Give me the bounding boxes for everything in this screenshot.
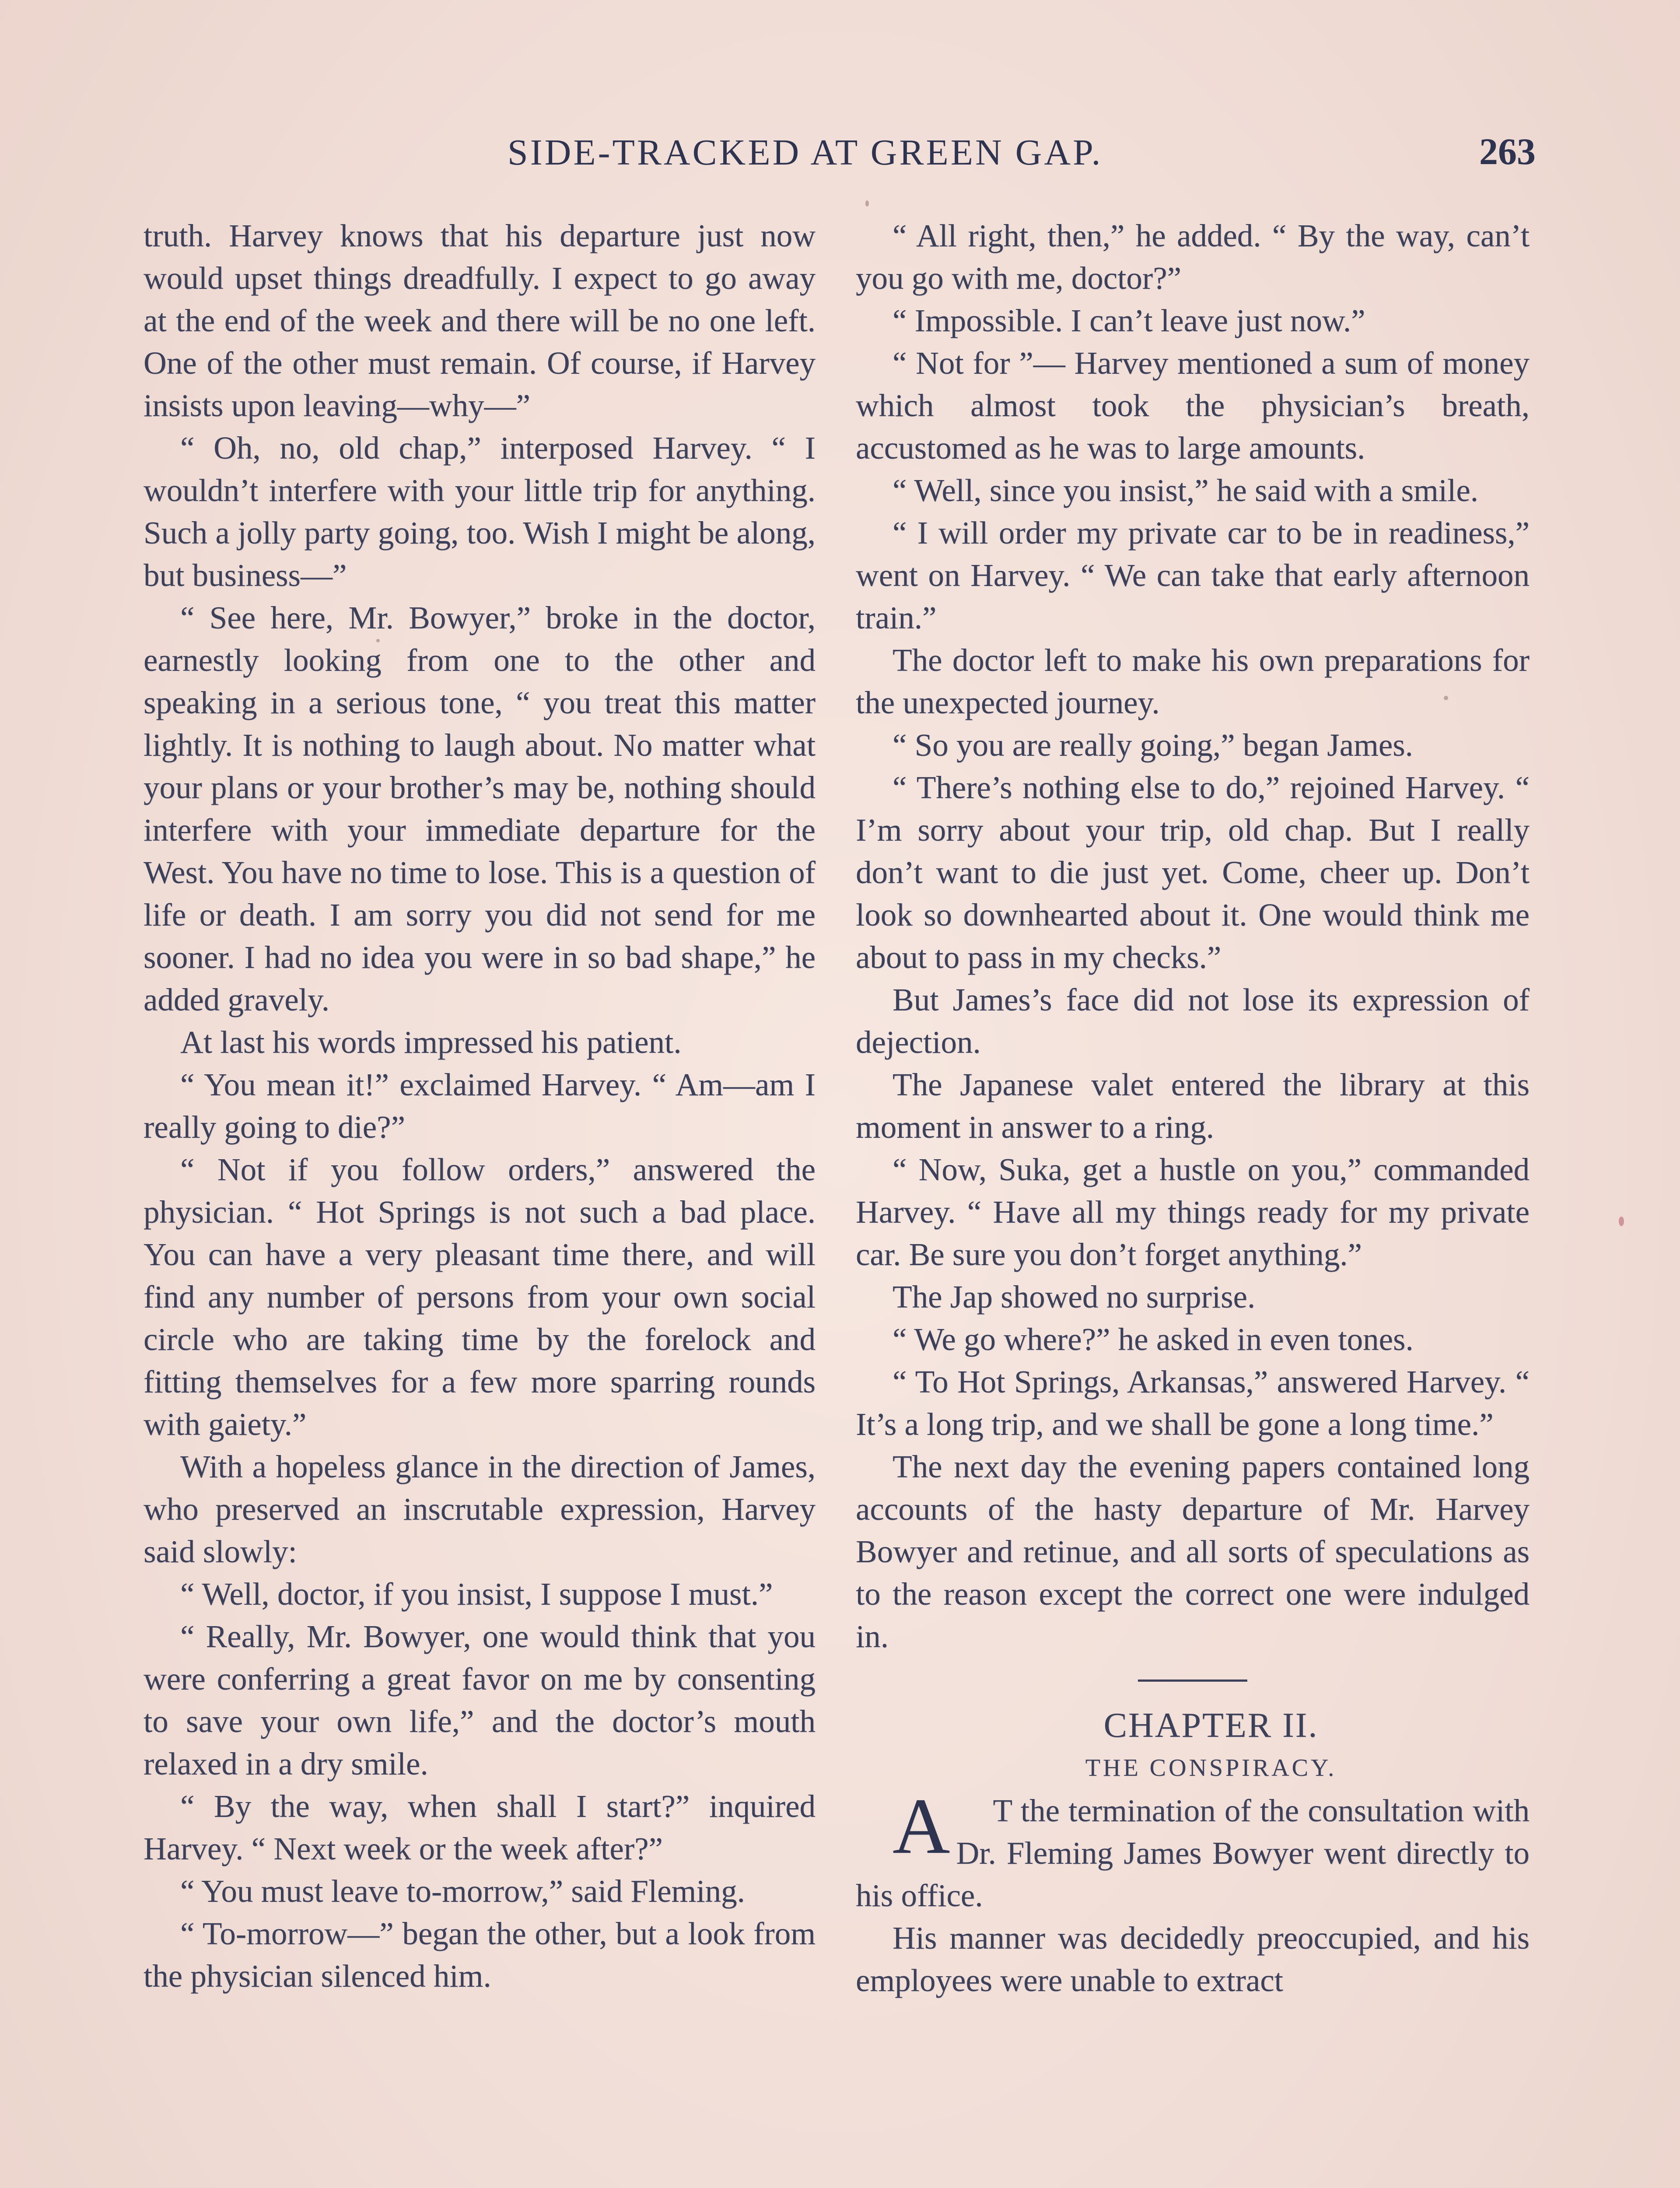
- paragraph: “ Well, doctor, if you insist, I suppose I must.”: [180, 1576, 773, 1612]
- paragraph: “ See here, Mr. Bowyer,” broke in the doctor, earnestly looking from one to the other and speaking in a serious tone, “ you treat this matter lightly. It is nothing to laugh about. No matter what your plans or your brother’s may be, nothing should interfere with your immediate departure for the West. You have no time to lose. This is a question of life or death. I am sorry you did not send for me sooner. I had no idea you were in so bad shape,” he added gravely.: [144, 600, 816, 1017]
- drop-cap: A: [892, 1782, 950, 1870]
- left-column: [144, 214, 816, 1997]
- paragraph: “ Well, since you insist,” he said with a smile.: [892, 473, 1478, 508]
- paragraph: His manner was decidedly preoccupied, and his employees were unable to extract: [856, 1920, 1530, 1998]
- paragraph: “ So you are really going,” began James.: [892, 727, 1413, 763]
- paper-speck: [1444, 696, 1448, 700]
- paragraph: The doctor left to make his own preparations for the unexpected journey.: [856, 642, 1530, 720]
- opening-text: T the termination of the consultation with Dr. Fleming James Bowyer went directly to his office.: [856, 1793, 1530, 1913]
- paragraph: “ There’s nothing else to do,” rejoined Harvey. “ I’m sorry about your trip, old chap. But I really don’t want to die just yet. Come, cheer up. Don’t look so downhearted about it. One would think me about to pass in my checks.”: [856, 770, 1530, 975]
- paragraph: “ You mean it!” exclaimed Harvey. “ Am—am I really going to die?”: [144, 1067, 816, 1145]
- paragraph: “ You must leave to-morrow,” said Fleming.: [180, 1873, 745, 1909]
- paragraph: The next day the evening papers contained long accounts of the hasty departure of Mr. Harvey Bowyer and retinue, and all sorts of speculations as to the reason except the correct one were indulged in.: [856, 1449, 1530, 1654]
- paragraph: With a hopeless glance in the direction of James, who preserved an inscrutable expression, Harvey said slowly:: [144, 1449, 816, 1569]
- paragraph: “ Really, Mr. Bowyer, one would think that you were conferring a great favor on me by consenting to save your own life,” and the doctor’s mouth relaxed in a dry smile.: [144, 1619, 816, 1781]
- right-column: [856, 214, 1530, 2002]
- paper-speck: [376, 639, 380, 642]
- paragraph: The Japanese valet entered the library at this moment in answer to a ring.: [856, 1067, 1530, 1145]
- paragraph: “ Oh, no, old chap,” interposed Harvey. “ I wouldn’t interfere with your little trip for anything. Such a jolly party going, too. Wish I might be along, but business—”: [144, 430, 816, 593]
- paragraph: “ Impossible. I can’t leave just now.”: [892, 303, 1365, 338]
- paper-speck: [1619, 1217, 1624, 1226]
- paragraph: “ Now, Suka, get a hustle on you,” commanded Harvey. “ Have all my things ready for my private car. Be sure you don’t forget anything.”: [856, 1152, 1530, 1272]
- paragraph: “ Not if you follow orders,” answered the physician. “ Hot Springs is not such a bad place. You can have a very pleasant time there, and will find any number of persons from your own social circle who are taking time by the forelock and fitting themselves for a few more sparring rounds with gaiety.”: [144, 1152, 816, 1442]
- paragraph: But James’s face did not lose its expression of dejection.: [856, 982, 1530, 1060]
- running-title: SIDE-TRACKED AT GREEN GAP.: [508, 132, 1103, 173]
- paragraph: “ To Hot Springs, Arkansas,” answered Harvey. “ It’s a long trip, and we shall be gone a long time.”: [856, 1364, 1530, 1442]
- paragraph: “ By the way, when shall I start?” inquired Harvey. “ Next week or the week after?”: [144, 1788, 816, 1866]
- paragraph: “ All right, then,” he added. “ By the way, can’t you go with me, doctor?”: [856, 218, 1530, 296]
- paragraph: The Jap showed no surprise.: [892, 1279, 1256, 1315]
- paper-speck: [865, 200, 869, 207]
- paragraph: At last his words impressed his patient.: [180, 1024, 682, 1060]
- chapter-opening-paragraph: [856, 1782, 1530, 1917]
- section-divider: [1138, 1680, 1247, 1682]
- page-number: 263: [1479, 130, 1536, 172]
- paragraph: “ I will order my private car to be in readiness,” went on Harvey. “ We can take that early afternoon train.”: [856, 515, 1530, 635]
- paragraph: “ To-morrow—” began the other, but a look from the physician silenced him.: [144, 1916, 816, 1994]
- paragraph: “ Not for ”— Harvey mentioned a sum of money which almost took the physician’s breath, accustomed as he was to large amounts.: [856, 345, 1530, 466]
- paragraph: truth. Harvey knows that his departure just now would upset things dreadfully. I expect to go away at the end of the week and there will be no one left. One of the other must remain. Of course, if Harvey insists upon leaving—why—”: [144, 218, 816, 423]
- chapter-heading: CHAPTER II.: [1103, 1706, 1319, 1745]
- chapter-subtitle: THE CONSPIRACY.: [1085, 1754, 1337, 1781]
- paragraph: “ We go where?” he asked in even tones.: [892, 1322, 1414, 1357]
